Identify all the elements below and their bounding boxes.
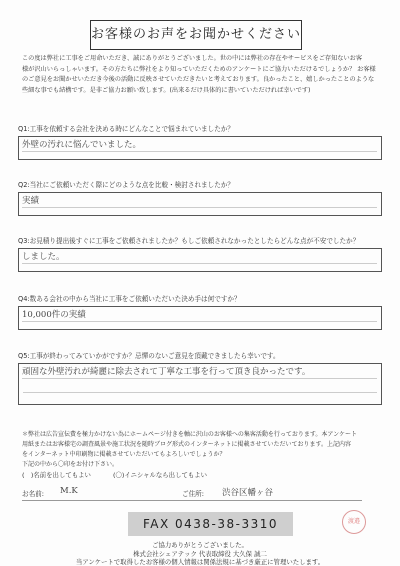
name-value[interactable]: M.K [60, 486, 78, 496]
question-label: Q4:数ある会社の中から当社に工事をご依頼いただいた決め手は何ですか？ [18, 295, 241, 303]
answer-box[interactable] [18, 306, 382, 330]
intro-text: この度は弊社に工事をご用命いただき、誠にありがとうございました。世の中には弊社の存在やサービスをご存知ないお客 様が沢山いらっしゃいます。その方たちに弊社をより知っていただくためのアンケートにご協力いただけるでしょうか？ お客様 のご意見をお聞かせいただき今後の活動に反映させていただきたいと考えております。良かったこと、嬉しかったことのような 些細な事でも結構です。是非ご協力お願い致します。(出来るだけ具体的に書いていただければ幸いです) [22, 55, 376, 94]
footer-privacy: 当アンケートで取得したお客様の個人情報は関係法規に基づき厳正に管理いたします。 [75, 558, 325, 566]
question-5 [18, 352, 382, 405]
footer-company: 株式会社シェアテック 代表取締役 大久保 誠二 [133, 550, 267, 558]
seal-stamp: 渡邉 [342, 510, 366, 534]
page-title: お客様のお声をお聞かせください [90, 20, 302, 50]
footer-thanks: ご協力ありがとうございました。 [152, 541, 248, 549]
consent-choices [22, 470, 227, 479]
question-4 [18, 295, 382, 330]
answer-box[interactable] [18, 192, 382, 216]
answer-box[interactable] [18, 248, 382, 272]
question-3 [18, 237, 382, 272]
choice-full-name[interactable]: ( )名前を出してもよい [22, 471, 91, 479]
choice-initials[interactable]: (〇)イニシャルなら出してもよい [112, 471, 208, 479]
question-2 [18, 181, 382, 216]
address-label: ご住所: [182, 490, 205, 498]
address-value[interactable]: 渋谷区幡ヶ谷 [222, 488, 274, 498]
name-address-line [22, 486, 362, 501]
publication-note: ＊弊社は広告宣伝費を極力かけない為にホームページ付きを軸に沢山のお客様への集客活動を行っております。本アンケート 用紙またはお客様宅の調査風景や施工状況を随時ブログ形式のインターネットに掲載させていただいております。上記内容 をインターネット中印刷物に掲載させていただいてもよろしいでしょうか？ 下記の中から〇印をお付け下さい。 [22, 431, 358, 468]
name-label: お名前: [22, 490, 45, 498]
answer-text: しました。 [22, 251, 377, 264]
question-label: Q5:工事が終わってみていかがですか？忌憚のないご意見を頂戴できましたら幸いです。 [18, 352, 280, 360]
answer-text: 外壁の汚れに悩んでいました。 [22, 139, 377, 152]
answer-text: 頑固な外壁汚れが綺麗に除去されて丁寧な工事を行って頂き良かったです。 [22, 366, 377, 379]
question-label: Q3:お見積り提出後すぐに工事をご依頼されましたか？もしご依頼されなかったとしたらどんな点が不安でしたか？ [18, 237, 360, 245]
fax-number: FAX 0438-38-3310 [128, 512, 293, 536]
answer-text: 10,000件の実績 [22, 309, 377, 322]
answer-box[interactable] [18, 136, 382, 160]
answer-text: 実績 [22, 195, 377, 208]
answer-box[interactable] [18, 363, 382, 405]
question-1 [18, 125, 382, 160]
answer-rule [23, 392, 377, 393]
question-label: Q2:当社にご依頼いただく際にどのような点を比較・検討されましたか？ [18, 181, 235, 189]
question-label: Q1:工事を依頼する会社を決める時にどんなことで悩まれていましたか？ [18, 125, 235, 133]
